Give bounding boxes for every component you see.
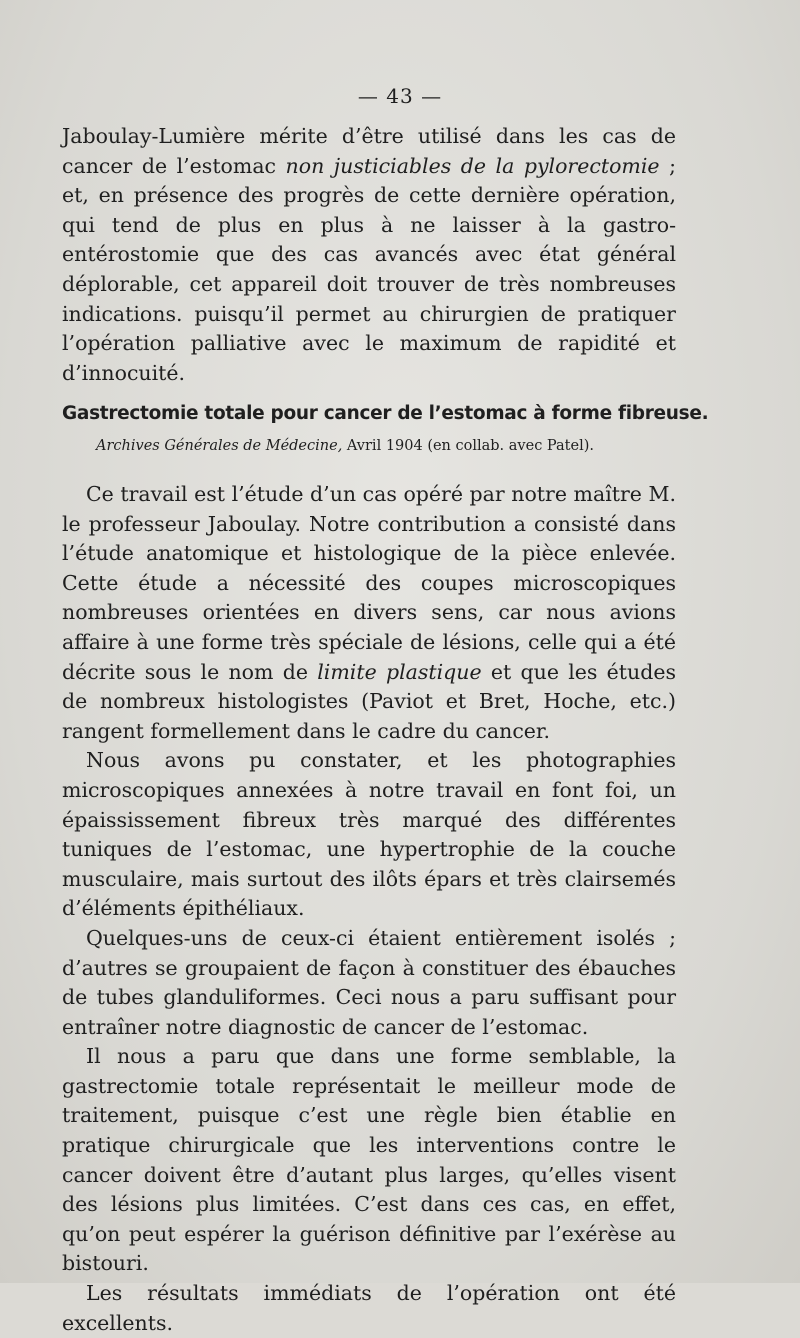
intro-paragraph	[62, 122, 676, 388]
intro-text-end: ; et, en présence des progrès de cette dernière opération, qui tend de plus en plus à ne laisser à la gastro- entérostomie que des cas avancés avec état général déplorable, cet appareil doit trouver de très nombreuses indications. puisqu’il permet au chirurgien de pratiquer l’opération palliative avec le maximum de rapidité et d’innocuité.	[62, 153, 676, 385]
section-body	[62, 480, 676, 1338]
body-paragraph-5: Les résultats immédiats de l’opération ont été excellents.	[62, 1281, 676, 1335]
body-paragraph-1	[62, 480, 676, 746]
body-paragraph-4: Il nous a paru que dans une forme semblable, la gastrectomie totale représentait le meilleur mode de traitement, puisque c’est une règle bien établie en pratique chirurgicale que les interventions contre le cancer doivent être d’autant plus larges, qu’elles visent des lésions plus limitées. C’est dans ces cas, en effet, qu’on peut espérer la guérison définitive par l’exérèse au bistouri.	[62, 1044, 676, 1276]
paragraph-1-end: et que les études de nombreux histologistes (Paviot et Bret, Hoche, etc.) rangent formellement dans le cadre du cancer.	[62, 659, 676, 743]
paragraph-1-start: Ce travail est l’étude d’un cas opéré par notre maître M. le professeur Jaboulay. Notre contribution a consisté dans l’étude anatomique et histologique de la pièce enlevée. Cette étude a nécessité des coupes microscopiques nombreuses orientées en divers sens, car nous avions affaire à une forme très spéciale de lésions, celle qui a été décrite sous le nom de	[62, 482, 676, 684]
intro-text-start: Jaboulay-Lumière mérite d’être utilisé dans les cas de cancer de l’estomac	[62, 124, 676, 178]
page-number: — 43 —	[357, 84, 443, 108]
citation-details: Avril 1904 (en collab. avec Patel).	[342, 438, 594, 454]
paragraph-1-italic-term: limite plastique	[317, 659, 482, 684]
section-citation	[96, 438, 676, 454]
intro-italic-phrase: non justiciables de la pylorectomie	[285, 153, 660, 178]
body-paragraph-2: Nous avons pu constater, et les photographies microscopiques annexées à notre travail en font foi, un épaississement fibreux très marqué des différentes tuniques de l’estomac, une hypertrophie de la couche musculaire, mais surtout des ilôts épars et très clairsemés d’éléments épithéliaux.	[62, 748, 676, 921]
body-paragraph-3: Quelques-uns de ceux-ci étaient entièrement isolés ; d’autres se groupaient de façon à constituer des ébauches de tubes glanduliformes. Ceci nous a paru suffisant pour entraîner notre diagnostic de cancer de l’estomac.	[62, 925, 676, 1039]
section-heading: Gastrectomie totale pour cancer de l’estomac à forme fibreuse.	[62, 403, 709, 424]
citation-journal: Archives Générales de Médecine,	[96, 438, 343, 454]
